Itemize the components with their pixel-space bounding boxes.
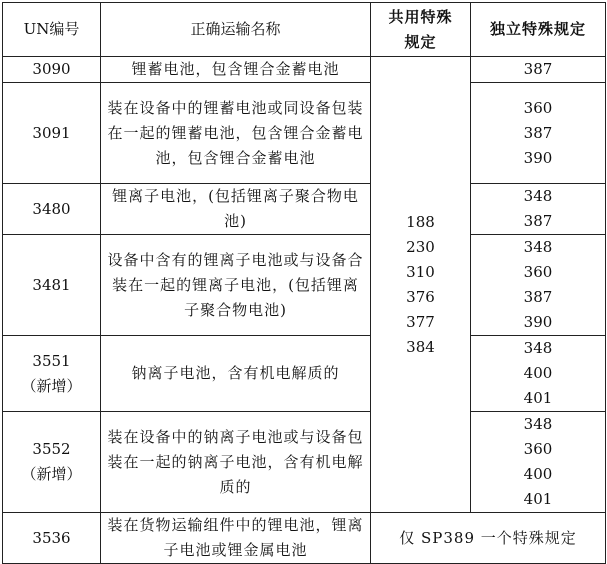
- own-provision: 360: [523, 440, 553, 458]
- own-provisions: [471, 184, 606, 235]
- header-row: [3, 3, 606, 57]
- own-provision: 360: [523, 263, 553, 281]
- table-row: [3, 83, 606, 184]
- shared-provision: 310: [406, 262, 435, 281]
- shared-provision: 376: [406, 287, 435, 306]
- own-provision: 401: [523, 389, 553, 407]
- own-provision: 348: [523, 238, 553, 256]
- shared-provision: 377: [406, 312, 435, 331]
- own-provision: 387: [523, 60, 553, 78]
- special-provisions-table: [2, 2, 606, 564]
- own-provision: 400: [523, 465, 553, 483]
- own-provision: 390: [523, 148, 553, 167]
- own-provision: 387: [523, 212, 553, 230]
- shared-provision: 188: [406, 212, 435, 231]
- un-number: 3481: [3, 235, 101, 336]
- own-provisions: [471, 412, 606, 513]
- un-number: 3551 （新增）: [3, 336, 101, 412]
- table-row: [3, 235, 606, 336]
- shared-provision: 384: [406, 337, 435, 356]
- proper-shipping-name: 锂蓄电池，包含锂合金蓄电池: [101, 57, 371, 83]
- un-number: 3091: [3, 83, 101, 184]
- header-name: 正确运输名称: [101, 3, 371, 57]
- proper-shipping-name: 设备中含有的锂离子电池或与设备合装在一起的锂离子电池，(包括锂离子聚合物电池): [101, 235, 371, 336]
- merged-provision-note: 仅 SP389 一个特殊规定: [371, 513, 606, 564]
- un-number: 3536: [3, 513, 101, 564]
- new-badge: （新增）: [21, 376, 82, 395]
- un-number: 3090: [3, 57, 101, 83]
- table-row: [3, 412, 606, 513]
- table-row: [3, 184, 606, 235]
- un-number: 3552 （新增）: [3, 412, 101, 513]
- proper-shipping-name: 装在设备中的钠离子电池或与设备包装在一起的钠离子电池，含有机电解质的: [101, 412, 371, 513]
- table-row: [3, 336, 606, 412]
- table-row: [3, 513, 606, 564]
- own-provision: 400: [523, 364, 553, 382]
- own-provision: 348: [523, 339, 553, 357]
- header-un-no: UN编号: [3, 3, 101, 57]
- own-provision: 360: [523, 98, 553, 117]
- shared-provision: 230: [406, 237, 435, 256]
- shared-provisions: [371, 57, 471, 513]
- own-provision: 387: [523, 288, 553, 306]
- own-provision: 401: [523, 490, 553, 508]
- proper-shipping-name: 装在货物运输组件中的锂电池，锂离子电池或锂金属电池: [101, 513, 371, 564]
- proper-shipping-name: 钠离子电池，含有机电解质的: [101, 336, 371, 412]
- un-number: 3480: [3, 184, 101, 235]
- own-provisions: [471, 83, 606, 184]
- proper-shipping-name: 装在设备中的锂蓄电池或同设备包装在一起的锂蓄电池，包含锂合金蓄电池，包含锂合金蓄电池: [101, 83, 371, 184]
- proper-shipping-name: 锂离子电池，(包括锂离子聚合物电池): [101, 184, 371, 235]
- own-provision: 390: [523, 313, 553, 331]
- own-provision: 348: [523, 415, 553, 433]
- header-own: 独立特殊规定: [471, 3, 606, 57]
- own-provisions: [471, 235, 606, 336]
- own-provision: 348: [523, 187, 553, 205]
- own-provisions: [471, 57, 606, 83]
- new-badge: （新增）: [21, 465, 82, 483]
- header-shared: 共用特殊规定: [371, 3, 471, 57]
- own-provisions: [471, 336, 606, 412]
- table-row: [3, 57, 606, 83]
- own-provision: 387: [523, 123, 553, 142]
